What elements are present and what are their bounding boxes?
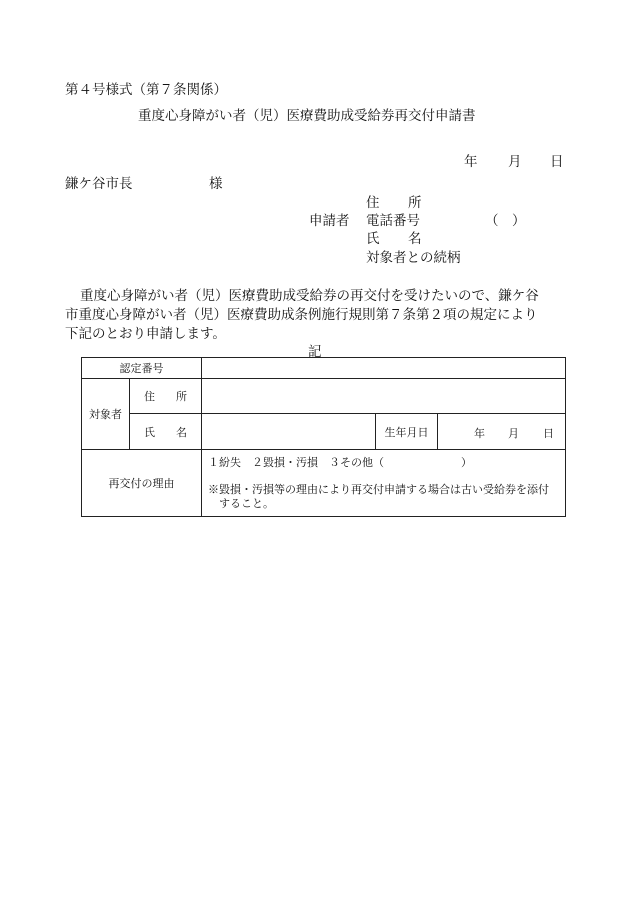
date-year-label: 年 bbox=[464, 154, 478, 170]
page-title: 重度心身障がい者（児）医療費助成受給券再交付申請書 bbox=[138, 108, 476, 124]
birth-date-label: 生年月日 bbox=[376, 414, 438, 450]
reason-options: １紛失 ２毀損・汚損 ３その他（ ） bbox=[208, 456, 472, 469]
cert-number-label: 認定番号 bbox=[82, 358, 202, 379]
birth-date-field[interactable] bbox=[438, 414, 566, 450]
subject-address-field[interactable] bbox=[202, 379, 566, 414]
applicant-address-label-1: 住 bbox=[366, 195, 380, 211]
date-month-label: 月 bbox=[508, 154, 522, 170]
date-day-label: 日 bbox=[550, 154, 564, 170]
addressee-honorific: 様 bbox=[209, 176, 223, 192]
applicant-address-label-2: 所 bbox=[408, 195, 422, 211]
subject-name-label-2: 名 bbox=[176, 425, 187, 439]
addressee-name: 鎌ケ谷市長 bbox=[65, 176, 133, 192]
phone-paren-open: （ bbox=[485, 213, 499, 229]
subject-name-field[interactable] bbox=[202, 414, 376, 450]
reason-field[interactable] bbox=[202, 450, 566, 517]
birth-month-label: 月 bbox=[508, 426, 519, 440]
form-number: 第４号様式（第７条関係） bbox=[65, 82, 227, 98]
subject-name-label bbox=[130, 414, 202, 450]
ki-heading: 記 bbox=[308, 344, 322, 360]
reason-label: 再交付の理由 bbox=[82, 450, 202, 517]
body-text-line-3: 下記のとおり申請します。 bbox=[65, 326, 226, 342]
subject-address-label-2: 所 bbox=[176, 390, 187, 403]
applicant-name-label-1: 氏 bbox=[366, 231, 380, 247]
cert-number-field[interactable] bbox=[202, 358, 566, 379]
birth-day-label: 日 bbox=[543, 426, 554, 440]
birth-year-label: 年 bbox=[474, 426, 485, 440]
applicant-relation-label: 対象者との続柄 bbox=[366, 250, 461, 266]
applicant-name-label-2: 名 bbox=[408, 231, 422, 247]
application-table bbox=[81, 357, 566, 517]
reason-note-line-2: すること。 bbox=[208, 497, 274, 510]
body-text-line-1: 重度心身障がい者（児）医療費助成受給券の再交付を受けたいので、鎌ケ谷 bbox=[80, 288, 539, 304]
subject-address-label bbox=[130, 379, 202, 414]
subject-name-label-1: 氏 bbox=[144, 425, 155, 439]
phone-paren-close: ） bbox=[512, 213, 526, 229]
reason-note-line-1: ※毀損・汚損等の理由により再交付申請する場合は古い受給券を添付 bbox=[208, 483, 549, 496]
applicant-label: 申請者 bbox=[309, 213, 350, 229]
applicant-phone-label: 電話番号 bbox=[366, 213, 420, 229]
subject-address-label-1: 住 bbox=[144, 390, 155, 403]
subject-label: 対象者 bbox=[82, 379, 130, 450]
body-text-line-2: 市重度心身障がい者（児）医療費助成条例施行規則第７条第２項の規定により bbox=[65, 307, 538, 323]
